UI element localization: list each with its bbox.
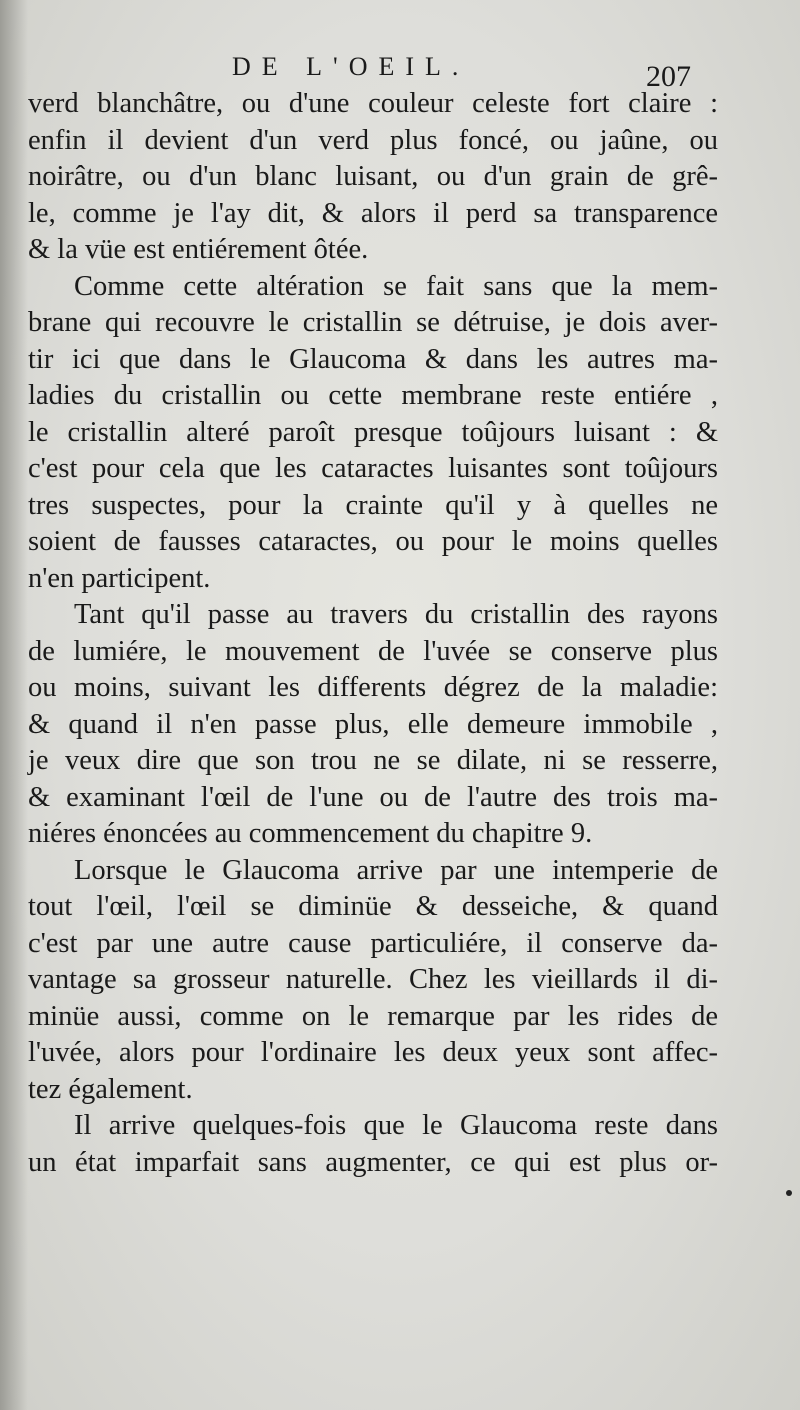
text-line: c'est pour cela que les cataractes luisantes sont toûjours — [28, 453, 718, 484]
text-line: brane qui recouvre le cristallin se détruise, je dois aver- — [28, 307, 718, 338]
text-line: le, comme je l'ay dit, & alors il perd sa transparence — [28, 197, 718, 229]
text-line: ou moins, suivant les differents dégrez de la maladie: — [28, 672, 718, 703]
text-line: noirâtre, ou d'un blanc luisant, ou d'un grain de grê- — [28, 161, 718, 192]
text-line: ladies du cristallin ou cette membrane reste entiére , — [28, 380, 718, 411]
text-line: Il arrive quelques-fois que le Glaucoma reste dans — [74, 1110, 718, 1141]
text-line: enfin il devient d'un verd plus foncé, ou jaûne, ou — [28, 124, 718, 156]
text-line: Tant qu'il passe au travers du cristallin des rayons — [74, 599, 718, 630]
text-line: c'est par une autre cause particuliére, il conserve da- — [28, 927, 718, 959]
text-line: niéres énoncées au commencement du chapitre 9. — [28, 818, 593, 849]
text-line: je veux dire que son trou ne se dilate, ni se resserre, — [28, 745, 718, 776]
text-line: tez également. — [28, 1073, 193, 1105]
text-line: & examinant l'œil de l'une ou de l'autre des trois ma- — [28, 781, 718, 813]
text-line: tir ici que dans le Glaucoma & dans les autres ma- — [28, 343, 718, 375]
text-line: verd blanchâtre, ou d'une couleur celeste fort claire : — [28, 88, 718, 119]
text-line: & la vüe est entiérement ôtée. — [28, 234, 369, 265]
ink-speck — [786, 1190, 792, 1196]
text-line: Lorsque le Glaucoma arrive par une intemperie de — [74, 854, 718, 886]
running-head: DE L'OEIL. — [232, 52, 470, 81]
body-text — [28, 86, 718, 1181]
text-line: tres suspectes, pour la crainte qu'il y à quelles ne — [28, 489, 718, 521]
text-line: l'uvée, alors pour l'ordinaire les deux yeux sont affec- — [28, 1037, 718, 1068]
text-line: le cristallin alteré paroît presque toûjours luisant : & — [28, 416, 718, 448]
text-line: tout l'œil, l'œil se diminüe & desseiche, & quand — [28, 891, 718, 922]
text-line: & quand il n'en passe plus, elle demeure immobile , — [28, 708, 718, 740]
text-line: de lumiére, le mouvement de l'uvée se conserve plus — [28, 635, 718, 667]
page-number: 207 — [646, 60, 691, 93]
text-line: Comme cette altération se fait sans que la mem- — [74, 270, 718, 302]
text-line: un état imparfait sans augmenter, ce qui est plus or- — [28, 1146, 718, 1178]
text-line: n'en participent. — [28, 562, 211, 594]
text-line: soient de fausses cataractes, ou pour le moins quelles — [28, 526, 718, 557]
text-line: vantage sa grosseur naturelle. Chez les vieillards il di- — [28, 964, 718, 995]
text-line: minüe aussi, comme on le remarque par les rides de — [28, 1000, 718, 1032]
